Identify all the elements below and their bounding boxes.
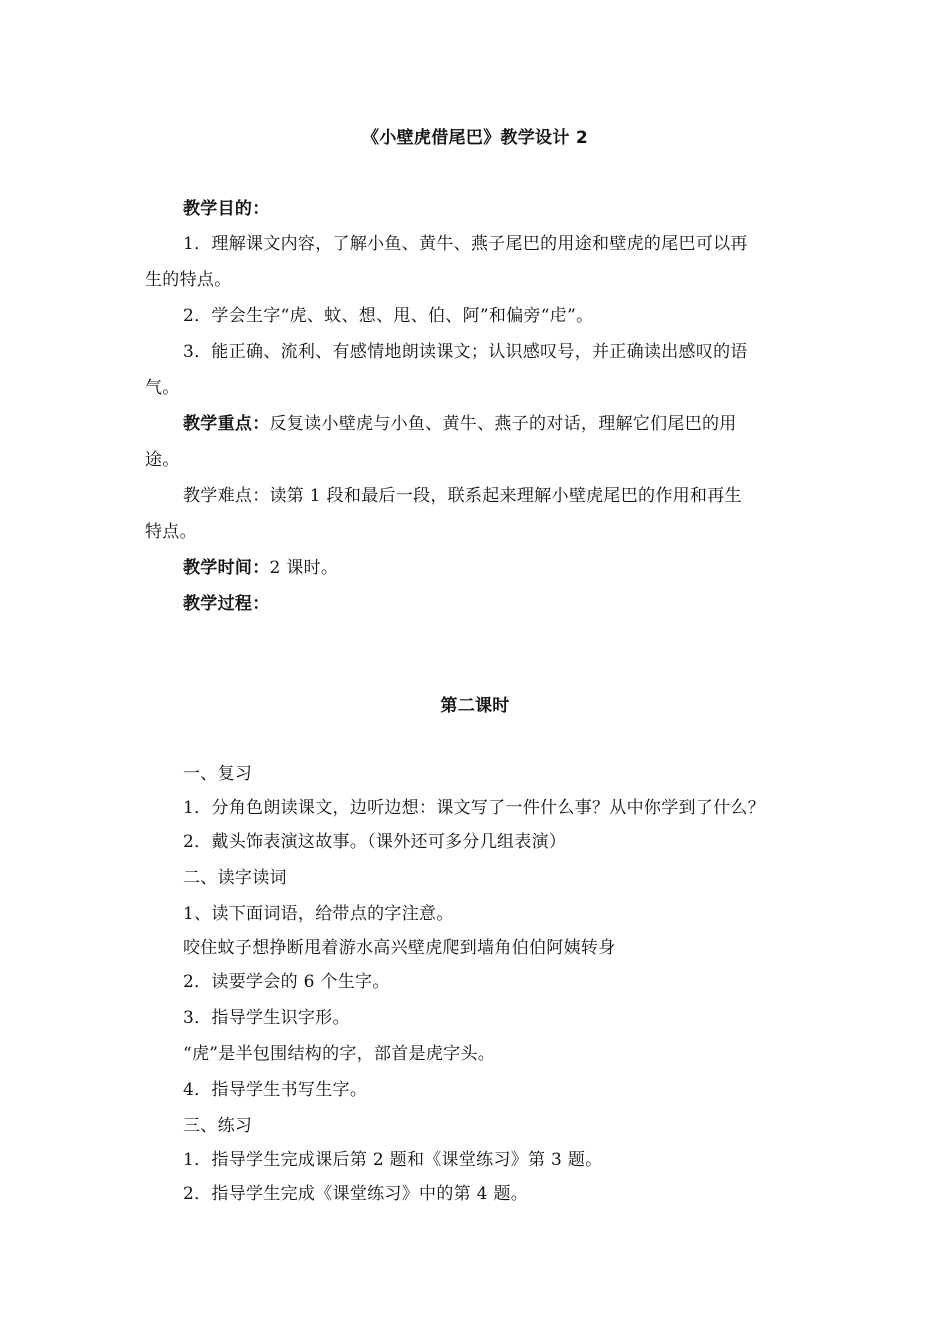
read-words-item-3: 3．指导学生识字形。 bbox=[183, 1008, 350, 1028]
objectives-heading: 教学目的： bbox=[183, 199, 270, 219]
teaching-focus bbox=[183, 412, 823, 436]
document-title: 《小壁虎借尾巴》教学设计 2 bbox=[362, 128, 588, 148]
practice-item-2: 2．指导学生完成《课堂练习》中的第 4 题。 bbox=[183, 1184, 529, 1204]
review-item-1: 1．分角色朗读课文，边听边想：课文写了一件什么事？从中你学到了什么？ bbox=[183, 798, 766, 818]
teaching-process-label: 教学过程： bbox=[183, 594, 270, 614]
objective-3-line-1: 3．能正确、流利、有感情地朗读课文；认识感叹号，并正确读出感叹的语 bbox=[183, 342, 748, 362]
teaching-focus-line-2: 途。 bbox=[145, 450, 180, 470]
review-item-2: 2．戴头饰表演这故事。（课外还可多分几组表演） bbox=[183, 832, 567, 852]
word-list: 咬住蚊子想挣断甩着游水高兴壁虎爬到墙角伯伯阿姨转身 bbox=[183, 938, 616, 958]
read-words-item-2: 2．读要学会的 6 个生字。 bbox=[183, 972, 390, 992]
teaching-difficulty-line-2: 特点。 bbox=[145, 522, 197, 542]
objective-2: 2．学会生字“虎、蚊、想、甩、伯、阿”和偏旁“虍”。 bbox=[183, 306, 594, 326]
read-words-item-4: 4．指导学生书写生字。 bbox=[183, 1080, 368, 1100]
lesson-heading: 第二课时 bbox=[440, 696, 510, 716]
teaching-time bbox=[183, 556, 823, 580]
practice-item-1: 1．指导学生完成课后第 2 题和《课堂练习》第 3 题。 bbox=[183, 1150, 603, 1170]
objective-1-line-1: 1．理解课文内容，了解小鱼、黄牛、燕子尾巴的用途和壁虎的尾巴可以再 bbox=[183, 234, 748, 254]
section-read-words: 二、读字读词 bbox=[183, 868, 287, 888]
objective-3-line-2: 气。 bbox=[145, 378, 180, 398]
character-note: “虎”是半包围结构的字，部首是虎字头。 bbox=[183, 1044, 496, 1064]
read-words-item-1: 1、读下面词语，给带点的字注意。 bbox=[183, 904, 454, 924]
teaching-focus-label: 教学重点： bbox=[183, 414, 270, 434]
section-practice: 三、练习 bbox=[183, 1116, 253, 1136]
teaching-difficulty-line-1: 教学难点：读第 1 段和最后一段，联系起来理解小壁虎尾巴的作用和再生 bbox=[183, 486, 742, 506]
objective-1-line-2: 生的特点。 bbox=[145, 270, 232, 290]
teaching-time-text: 2 课时。 bbox=[269, 558, 339, 578]
teaching-time-label: 教学时间： bbox=[183, 558, 270, 578]
section-review: 一、复习 bbox=[183, 764, 253, 784]
teaching-focus-text: 反复读小壁虎与小鱼、黄牛、燕子的对话，理解它们尾巴的用 bbox=[269, 414, 737, 434]
